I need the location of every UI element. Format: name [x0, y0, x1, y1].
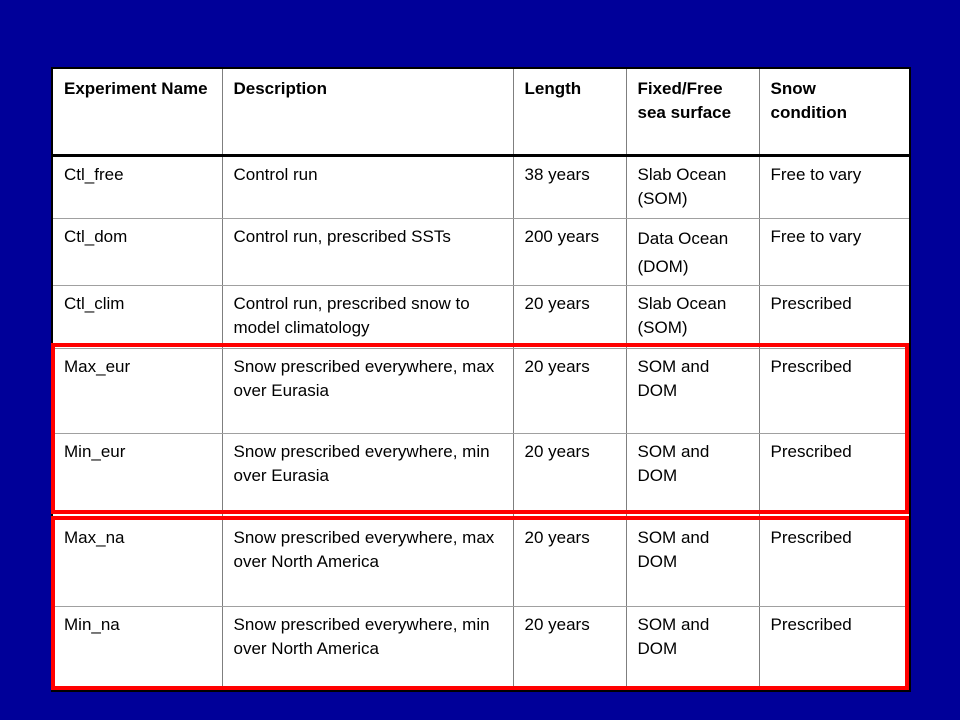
cell-snow-condition: Prescribed [759, 348, 910, 433]
cell-sea-surface: SOM and DOM [626, 606, 759, 691]
header-length: Length [513, 68, 626, 155]
table-row [52, 348, 910, 433]
header-description: Description [222, 68, 513, 155]
cell-length: 20 years [513, 519, 626, 606]
cell-description: Control run [222, 155, 513, 218]
cell-length: 20 years [513, 606, 626, 691]
cell-description: Snow prescribed everywhere, min over North America [222, 606, 513, 691]
header-snow-condition: Snow condition [759, 68, 910, 155]
cell-description: Snow prescribed everywhere, max over North America [222, 519, 513, 606]
cell-sea-surface: Data Ocean (DOM) [626, 218, 759, 285]
cell-experiment-name: Max_eur [52, 348, 222, 433]
cell-sea-surface: SOM and DOM [626, 348, 759, 433]
cell-sea-surface: SOM and DOM [626, 433, 759, 519]
cell-snow-condition: Free to vary [759, 155, 910, 218]
cell-experiment-name: Ctl_dom [52, 218, 222, 285]
table-header-row [52, 68, 910, 155]
cell-length: 38 years [513, 155, 626, 218]
table-row [52, 218, 910, 285]
table-row [52, 519, 910, 606]
cell-snow-condition: Free to vary [759, 218, 910, 285]
cell-snow-condition: Prescribed [759, 519, 910, 606]
table-row [52, 155, 910, 218]
cell-experiment-name: Ctl_clim [52, 285, 222, 348]
table-row [52, 433, 910, 519]
table-row [52, 285, 910, 348]
cell-sea-surface: SOM and DOM [626, 519, 759, 606]
header-sea-surface: Fixed/Free sea surface [626, 68, 759, 155]
cell-experiment-name: Min_na [52, 606, 222, 691]
cell-experiment-name: Ctl_free [52, 155, 222, 218]
cell-description: Control run, prescribed snow to model climatology [222, 285, 513, 348]
cell-description: Control run, prescribed SSTs [222, 218, 513, 285]
cell-experiment-name: Min_eur [52, 433, 222, 519]
cell-length: 20 years [513, 348, 626, 433]
cell-length: 20 years [513, 433, 626, 519]
header-experiment-name: Experiment Name [52, 68, 222, 155]
cell-snow-condition: Prescribed [759, 433, 910, 519]
cell-sea-surface: Slab Ocean (SOM) [626, 155, 759, 218]
experiment-table [51, 67, 911, 692]
cell-sea-surface: Slab Ocean (SOM) [626, 285, 759, 348]
cell-description: Snow prescribed everywhere, max over Eurasia [222, 348, 513, 433]
cell-snow-condition: Prescribed [759, 285, 910, 348]
cell-description: Snow prescribed everywhere, min over Eurasia [222, 433, 513, 519]
cell-snow-condition: Prescribed [759, 606, 910, 691]
cell-experiment-name: Max_na [52, 519, 222, 606]
cell-length: 200 years [513, 218, 626, 285]
table-row [52, 606, 910, 691]
cell-length: 20 years [513, 285, 626, 348]
